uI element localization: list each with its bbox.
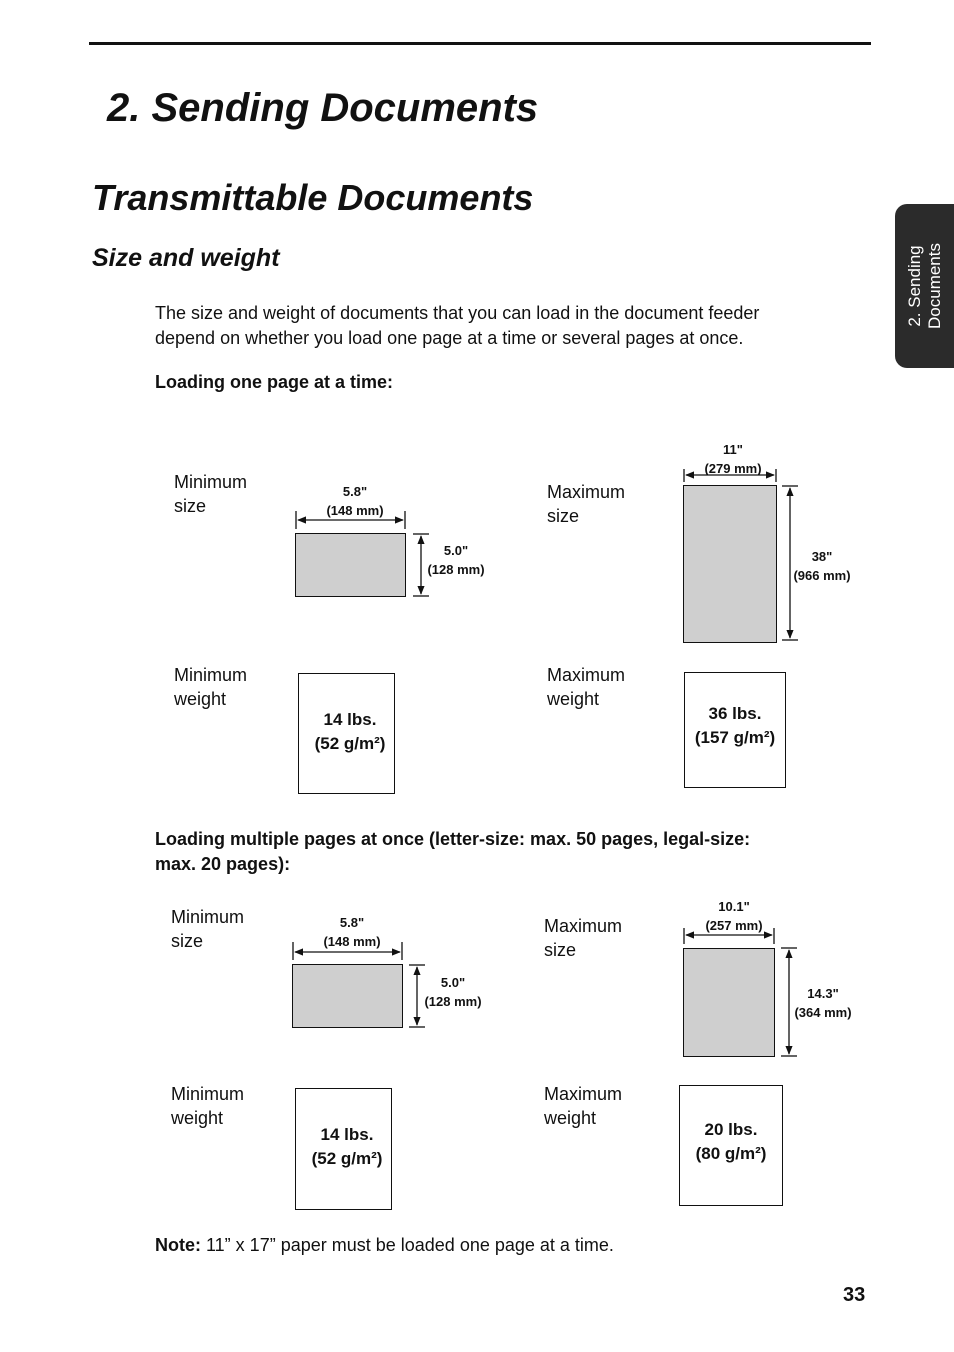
one-max-width-dimension: 11" (279 mm) <box>704 442 762 476</box>
multi-min-weight-label: Minimum weight <box>171 1084 245 1128</box>
note <box>155 1233 855 1258</box>
multi-max-height-dimension: 14.3" (364 mm) <box>794 986 852 1020</box>
note-text: 11” x 17” paper must be loaded one page at a time. <box>201 1235 614 1255</box>
one-max-weight-value: 36 lbs. (157 g/m²) <box>694 704 776 747</box>
one-min-size-label: Minimum size <box>174 472 248 516</box>
section-title: Transmittable Documents <box>92 177 534 218</box>
multi-min-size-label: Minimum size <box>171 907 245 951</box>
multi-page-heading: Loading multiple pages at once (letter-size: max. 50 pages, legal-size: max. 20 pages): <box>155 829 751 874</box>
side-tab-line-2: Documents <box>924 243 944 329</box>
one-min-weight-label: Minimum weight <box>174 665 248 709</box>
intro-line-2: depend on whether you load one page at a time or several pages at once. <box>155 328 744 348</box>
multi-max-size-label: Maximum size <box>544 916 623 960</box>
one-min-height-dimension: 5.0" (128 mm) <box>427 543 485 577</box>
multi-max-weight-value: 20 lbs. (80 g/m²) <box>695 1120 767 1163</box>
multi-min-height-dimension: 5.0" (128 mm) <box>424 975 482 1009</box>
multi-max-width-dimension: 10.1" (257 mm) <box>705 899 763 933</box>
subsection-title: Size and weight <box>92 244 280 272</box>
one-max-weight-label: Maximum weight <box>547 665 626 709</box>
page-number: 33 <box>843 1284 866 1306</box>
one-min-width-dimension: 5.8" (148 mm) <box>326 484 384 518</box>
multi-min-width-dimension: 5.8" (148 mm) <box>323 915 381 949</box>
note-label: Note: <box>155 1235 201 1255</box>
one-page-heading: Loading one page at a time: <box>155 372 394 392</box>
multi-min-weight-value: 14 lbs. (52 g/m²) <box>311 1125 383 1168</box>
chapter-title: 2. Sending Documents <box>107 86 539 130</box>
one-max-height-dimension: 38" (966 mm) <box>793 549 851 583</box>
side-tab-line-1: 2. Sending <box>904 245 924 327</box>
intro-line-1: The size and weight of documents that you can load in the document feeder <box>155 303 760 323</box>
one-max-size-label: Maximum size <box>547 482 626 526</box>
multi-max-weight-label: Maximum weight <box>544 1084 623 1128</box>
one-min-weight-value: 14 lbs. (52 g/m²) <box>314 710 386 753</box>
